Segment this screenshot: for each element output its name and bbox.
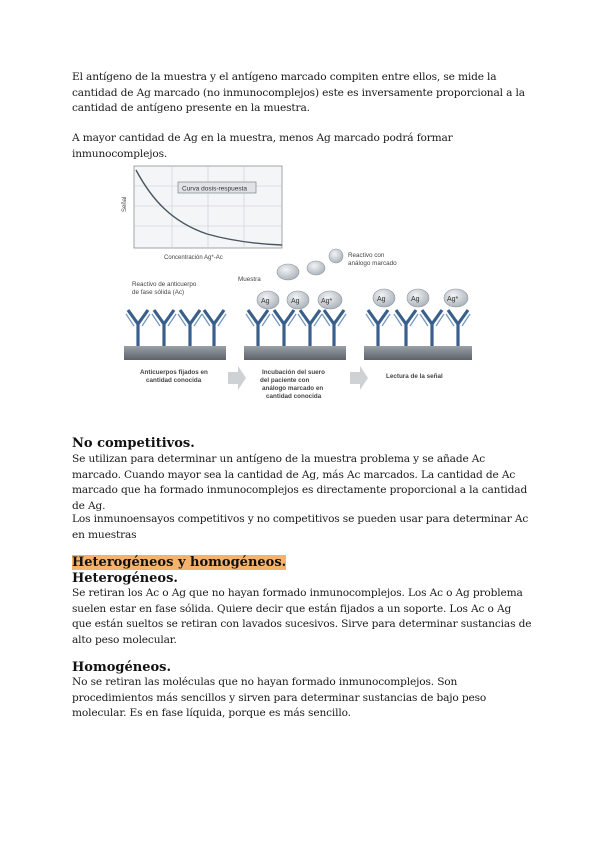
svg-text:Ag*: Ag* bbox=[321, 298, 333, 305]
x-axis-label: Concentración Ag*-Ac bbox=[164, 255, 223, 261]
panel-step-1 bbox=[124, 310, 226, 360]
heterogeneous-paragraph: Se retiran los Ac o Ag que no hayan formado inmunocomplejos. Los Ac o Ag problema suelen estar en fase sólida. Quiere decir que están fijados a un soporte. Los Ac o Ag que están sueltos se retiran con lavados sucesivos. Sirve para determinar sustancias de alto peso molecular. bbox=[72, 587, 532, 646]
sample-bubble bbox=[307, 261, 325, 275]
arrow-icon bbox=[350, 366, 368, 390]
competitive-assay-figure bbox=[112, 160, 490, 416]
panel-step-3 bbox=[364, 289, 472, 360]
curve-label: Curva dosis-respuesta bbox=[182, 185, 248, 193]
svg-text:Ag: Ag bbox=[291, 298, 300, 305]
homogeneous-heading: Homogéneos. bbox=[72, 660, 171, 675]
arrow-icon bbox=[228, 366, 246, 390]
sample-bubble bbox=[277, 264, 299, 280]
svg-text:Ag: Ag bbox=[411, 296, 420, 303]
noncompetitive-paragraph: Se utilizan para determinar un antígeno de la muestra problema y se añade Ac marcado. Cuando mayor sea la cantidad de Ag, más Ac marcados. La cantidad de Ac marcado que ha formado inmunocomplejos es directamente proporcional a la cantidad de Ag. bbox=[72, 453, 528, 512]
analog-bubble bbox=[329, 249, 343, 263]
highlighted-heading: Heterogéneos y homogéneos. bbox=[72, 555, 287, 570]
intro-paragraph-2: A mayor cantidad de Ag en la muestra, menos Ag marcado podrá formar inmunocomplejos. bbox=[72, 132, 453, 160]
svg-text:Ag: Ag bbox=[377, 296, 386, 303]
y-axis-label: Señal bbox=[122, 196, 128, 212]
panel-step-2 bbox=[244, 291, 346, 360]
svg-text:Ag*: Ag* bbox=[447, 296, 459, 303]
noncompetitive-heading: No competitivos. bbox=[72, 436, 195, 451]
dose-response-chart bbox=[122, 166, 282, 261]
step-2-caption: Incubación del suero del paciente con análogo marcado en cantidad conocida bbox=[260, 369, 325, 400]
step-3-caption: Lectura de la señal bbox=[386, 373, 443, 380]
step-1-caption: Anticuerpos fijados en cantidad conocida bbox=[140, 369, 208, 384]
sample-label: Muestra bbox=[238, 276, 261, 283]
homogeneous-paragraph: No se retiran las moléculas que no hayan formado inmunocomplejos. Son procedimientos más sencillos y sirven para determinar sustancias de bajo peso molecular. Es en fase líquida, porque es más sencillo. bbox=[72, 676, 487, 719]
heterogeneous-heading: Heterogéneos. bbox=[72, 571, 178, 586]
svg-text:Ag: Ag bbox=[261, 298, 270, 305]
analog-label: Reactivo con análogo marcado bbox=[348, 252, 397, 267]
reagent-label: Reactivo de anticuerpo de fase sólida (Ac) bbox=[132, 281, 197, 296]
assay-types-paragraph: Los inmunoensayos competitivos y no competitivos se pueden usar para determinar Ac en muestras bbox=[72, 513, 529, 541]
intro-paragraph-1: El antígeno de la muestra y el antígeno marcado compiten entre ellos, se mide la cantidad de Ag marcado (no inmunocomplejos) este es inversamente proporcional a la cantidad de antígeno presente en la muestra. bbox=[72, 71, 525, 114]
